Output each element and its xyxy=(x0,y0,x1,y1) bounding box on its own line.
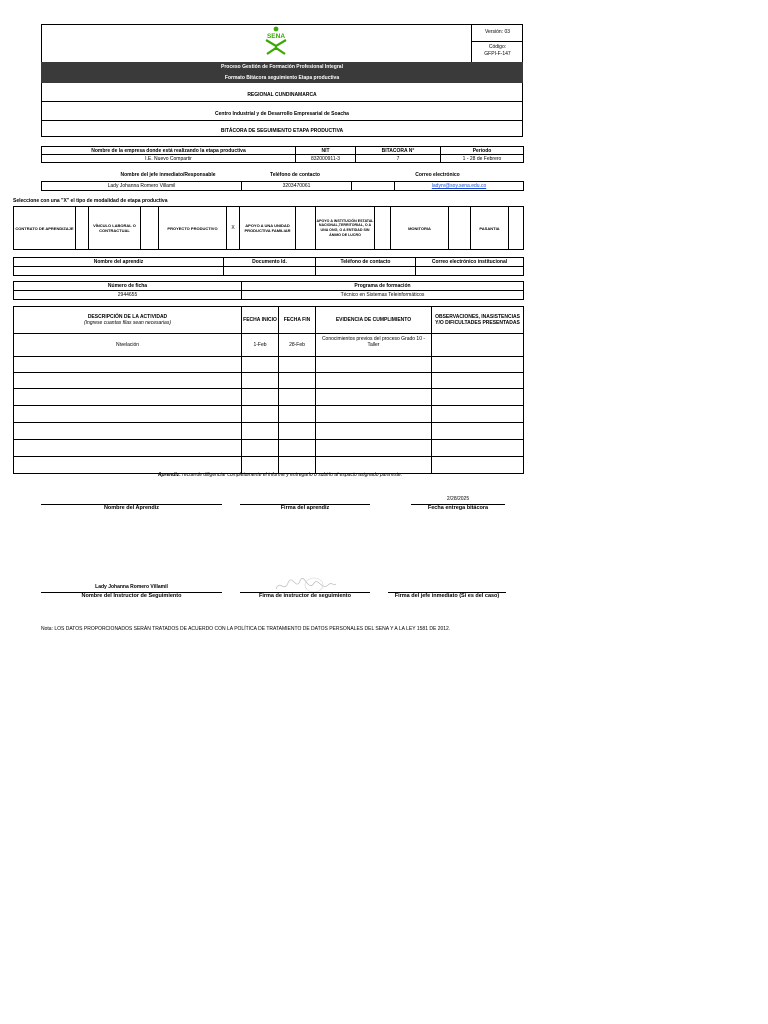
instructor-sign-label: Firma de instructor de seguimiento xyxy=(259,593,351,599)
modality-option-checkbox[interactable] xyxy=(375,207,391,250)
modality-instruction: Seleccione con una "X" el tipo de modalidad de etapa productiva xyxy=(13,198,168,204)
apprentice-sign-label: Firma del aprendiz xyxy=(280,505,330,511)
doc-title: BITÁCORA DE SEGUIMIENTO ETAPA PRODUCTIVA xyxy=(220,128,344,134)
activity-end[interactable] xyxy=(279,423,316,440)
apprentice-name-sig-label: Nombre del Aprendiz xyxy=(103,505,160,511)
activity-evidence[interactable] xyxy=(316,389,432,406)
boss-phone-value[interactable]: 3203470061 xyxy=(242,182,352,191)
table-row xyxy=(14,457,524,474)
header-version-divider-h xyxy=(471,41,523,42)
activity-start[interactable] xyxy=(242,389,279,406)
activity-end[interactable] xyxy=(279,440,316,457)
nit-label: NIT xyxy=(296,147,356,155)
activities-table xyxy=(13,306,524,474)
activity-start[interactable] xyxy=(242,423,279,440)
desc-header xyxy=(14,307,242,334)
apprentice-name-value[interactable] xyxy=(14,267,224,276)
desc-header-subtitle: (Ingrese cuantas filas sean necesarias) xyxy=(84,320,171,326)
apprentice-email-label: Correo electrónico institucional xyxy=(416,258,524,267)
activity-end[interactable] xyxy=(279,406,316,423)
activity-evidence[interactable]: Conocimientos previos del proceso Grado 10 - Taller xyxy=(316,334,432,357)
activity-observations[interactable] xyxy=(432,423,524,440)
table-row xyxy=(14,440,524,457)
apprentice-note xyxy=(60,472,500,480)
modality-option-checkbox[interactable] xyxy=(141,207,159,250)
observations-header: OBSERVACIONES, INASISTENCIAS Y/O DIFICULTADES PRESENTADAS xyxy=(432,307,524,334)
activity-desc[interactable] xyxy=(14,457,242,474)
apprentice-table xyxy=(13,257,524,276)
regional-label: REGIONAL CUNDINAMARCA xyxy=(247,92,317,98)
table-row xyxy=(14,423,524,440)
apprentice-email-value[interactable] xyxy=(416,267,524,276)
bitacora-value[interactable]: 7 xyxy=(356,155,441,163)
apprentice-phone-value[interactable] xyxy=(316,267,416,276)
divider xyxy=(41,101,523,102)
activity-desc[interactable] xyxy=(14,406,242,423)
end-date-header: FECHA FIN xyxy=(279,307,316,334)
start-date-header: FECHA INICIO xyxy=(242,307,279,334)
company-name-value[interactable]: I.E. Nuevo Compartir xyxy=(42,155,296,163)
apprentice-name-label: Nombre del aprendiz xyxy=(14,258,224,267)
activity-desc[interactable] xyxy=(14,389,242,406)
boss-email-label: Correo electrónico xyxy=(415,172,460,178)
delivery-date-value[interactable]: 2/28/2025 xyxy=(446,496,470,502)
activity-observations[interactable] xyxy=(432,406,524,423)
activity-end[interactable] xyxy=(279,389,316,406)
period-value[interactable]: 1 - 28 de Febrero xyxy=(441,155,524,163)
boss-email-spacer xyxy=(352,182,395,191)
activity-desc[interactable] xyxy=(14,440,242,457)
format-title: Formato Bitácora seguimiento Etapa productiva xyxy=(41,72,523,83)
activity-evidence[interactable] xyxy=(316,440,432,457)
program-value[interactable]: Técnico en Sistemas Teleinformáticos xyxy=(242,291,524,300)
modality-option-checkbox[interactable]: X xyxy=(227,207,240,250)
table-row xyxy=(14,334,524,357)
activity-observations[interactable] xyxy=(432,389,524,406)
nit-value[interactable]: 832000911-3 xyxy=(296,155,356,163)
boss-phone-label: Teléfono de contacto xyxy=(270,172,320,178)
modality-option-checkbox[interactable] xyxy=(296,207,316,250)
modality-option-checkbox[interactable] xyxy=(76,207,89,250)
table-row xyxy=(14,357,524,373)
sena-logo-icon xyxy=(256,26,296,56)
ficha-value[interactable]: 2944655 xyxy=(14,291,242,300)
apprentice-note-bold: Aprendiz: xyxy=(157,472,181,478)
activity-desc[interactable]: Nivelación xyxy=(14,334,242,357)
apprentice-phone-label: Teléfono de contacto xyxy=(316,258,416,267)
divider xyxy=(41,120,523,121)
activity-start[interactable] xyxy=(242,440,279,457)
version-label: Versión: 03 xyxy=(484,29,511,35)
footer-note: Nota: LOS DATOS PROPORCIONADOS SERÁN TRATADOS DE ACUERDO CON LA POLÍTICA DE TRATAMIENTO DE DATOS PERSONALES DEL SENA Y A LA LEY 1581 DE 2012. xyxy=(41,626,451,632)
modality-option-label: APOYO A UNA UNIDAD PRODUCTIVA FAMILIAR xyxy=(240,207,296,250)
apprentice-doc-label: Documento Id. xyxy=(224,258,316,267)
boss-label: Nombre del jefe inmediato/Responsable xyxy=(120,172,216,178)
activity-start[interactable] xyxy=(242,457,279,474)
activity-observations[interactable] xyxy=(432,357,524,373)
svg-text:SENA: SENA xyxy=(266,33,286,40)
activity-observations[interactable] xyxy=(432,440,524,457)
desc-header-title: DESCRIPCIÓN DE LA ACTIVIDAD xyxy=(87,314,168,320)
code-label: Código: xyxy=(488,44,507,50)
activity-evidence[interactable] xyxy=(316,423,432,440)
modality-option-checkbox[interactable] xyxy=(449,207,471,250)
activity-end[interactable] xyxy=(279,357,316,373)
table-row xyxy=(14,389,524,406)
modality-option-checkbox[interactable] xyxy=(509,207,524,250)
table-row xyxy=(14,373,524,389)
activity-evidence[interactable] xyxy=(316,373,432,389)
activity-end[interactable]: 28-Feb xyxy=(279,334,316,357)
activity-observations[interactable] xyxy=(432,334,524,357)
process-title: Proceso Gestión de Formación Profesional Integral xyxy=(41,62,523,72)
modality-table xyxy=(13,206,524,250)
ficha-table xyxy=(13,281,524,300)
company-name-label: Nombre de la empresa donde está realizando la etapa productiva xyxy=(42,147,296,155)
activity-start[interactable] xyxy=(242,357,279,373)
boss-value[interactable]: Lady Johanna Romero Villamil xyxy=(42,182,242,191)
activity-start[interactable]: 1-Feb xyxy=(242,334,279,357)
instructor-name-label: Nombre del Instructor de Seguimiento xyxy=(81,593,182,599)
center-label: Centro Industrial y de Desarrollo Empresarial de Soacha xyxy=(215,111,349,117)
activity-start[interactable] xyxy=(242,406,279,423)
apprentice-note-text: recuerde diligenciar completamente el informe y entregarlo o subirlo al espacio asignado para este. xyxy=(180,472,403,478)
activity-observations[interactable] xyxy=(432,373,524,389)
modality-option-label: MONITORIA xyxy=(391,207,449,250)
activity-evidence[interactable] xyxy=(316,457,432,474)
boss-email-value[interactable]: ladyrv@soy.sena.edu.co xyxy=(395,182,524,191)
activity-desc[interactable] xyxy=(14,423,242,440)
activity-desc[interactable] xyxy=(14,373,242,389)
modality-option-label: PASANTIA xyxy=(471,207,509,250)
period-label: Periodo xyxy=(441,147,524,155)
boss-table xyxy=(41,181,524,191)
activity-end[interactable] xyxy=(279,373,316,389)
table-row xyxy=(14,406,524,423)
instructor-name-value[interactable]: Lady Johanna Romero Villamil xyxy=(95,584,168,590)
code-value: GFPI-F-147 xyxy=(484,51,511,57)
company-table xyxy=(41,146,524,163)
activity-start[interactable] xyxy=(242,373,279,389)
boss-sign-label: Firma del jefe inmediato (Si es del caso) xyxy=(394,593,500,599)
activity-end[interactable] xyxy=(279,457,316,474)
modality-option-label: APOYO A INSTITUCIÓN ESTATAL NACIONAL,TERRITORIAL, O A UNA ONG, O A ENTIDAD SIN ÁNIMO DE LUCRO xyxy=(316,207,375,250)
modality-option-label: CONTRATO DE APRENDIZAJE xyxy=(14,207,76,250)
activity-observations[interactable] xyxy=(432,457,524,474)
ficha-label: Número de ficha xyxy=(14,282,242,291)
modality-option-label: VÍNCULO LABORAL O CONTRACTUAL xyxy=(89,207,141,250)
activity-evidence[interactable] xyxy=(316,406,432,423)
activity-evidence[interactable] xyxy=(316,357,432,373)
program-label: Programa de formación xyxy=(242,282,524,291)
bitacora-label: BITACORA N° xyxy=(356,147,441,155)
evidence-header: EVIDENCIA DE CUMPLIMIENTO xyxy=(316,307,432,334)
apprentice-doc-value[interactable] xyxy=(224,267,316,276)
sena-logo xyxy=(256,26,296,56)
activity-desc[interactable] xyxy=(14,357,242,373)
modality-option-label: PROYECTO PRODUCTIVO xyxy=(159,207,227,250)
delivery-date-label: Fecha entrega bitácora xyxy=(427,505,489,511)
